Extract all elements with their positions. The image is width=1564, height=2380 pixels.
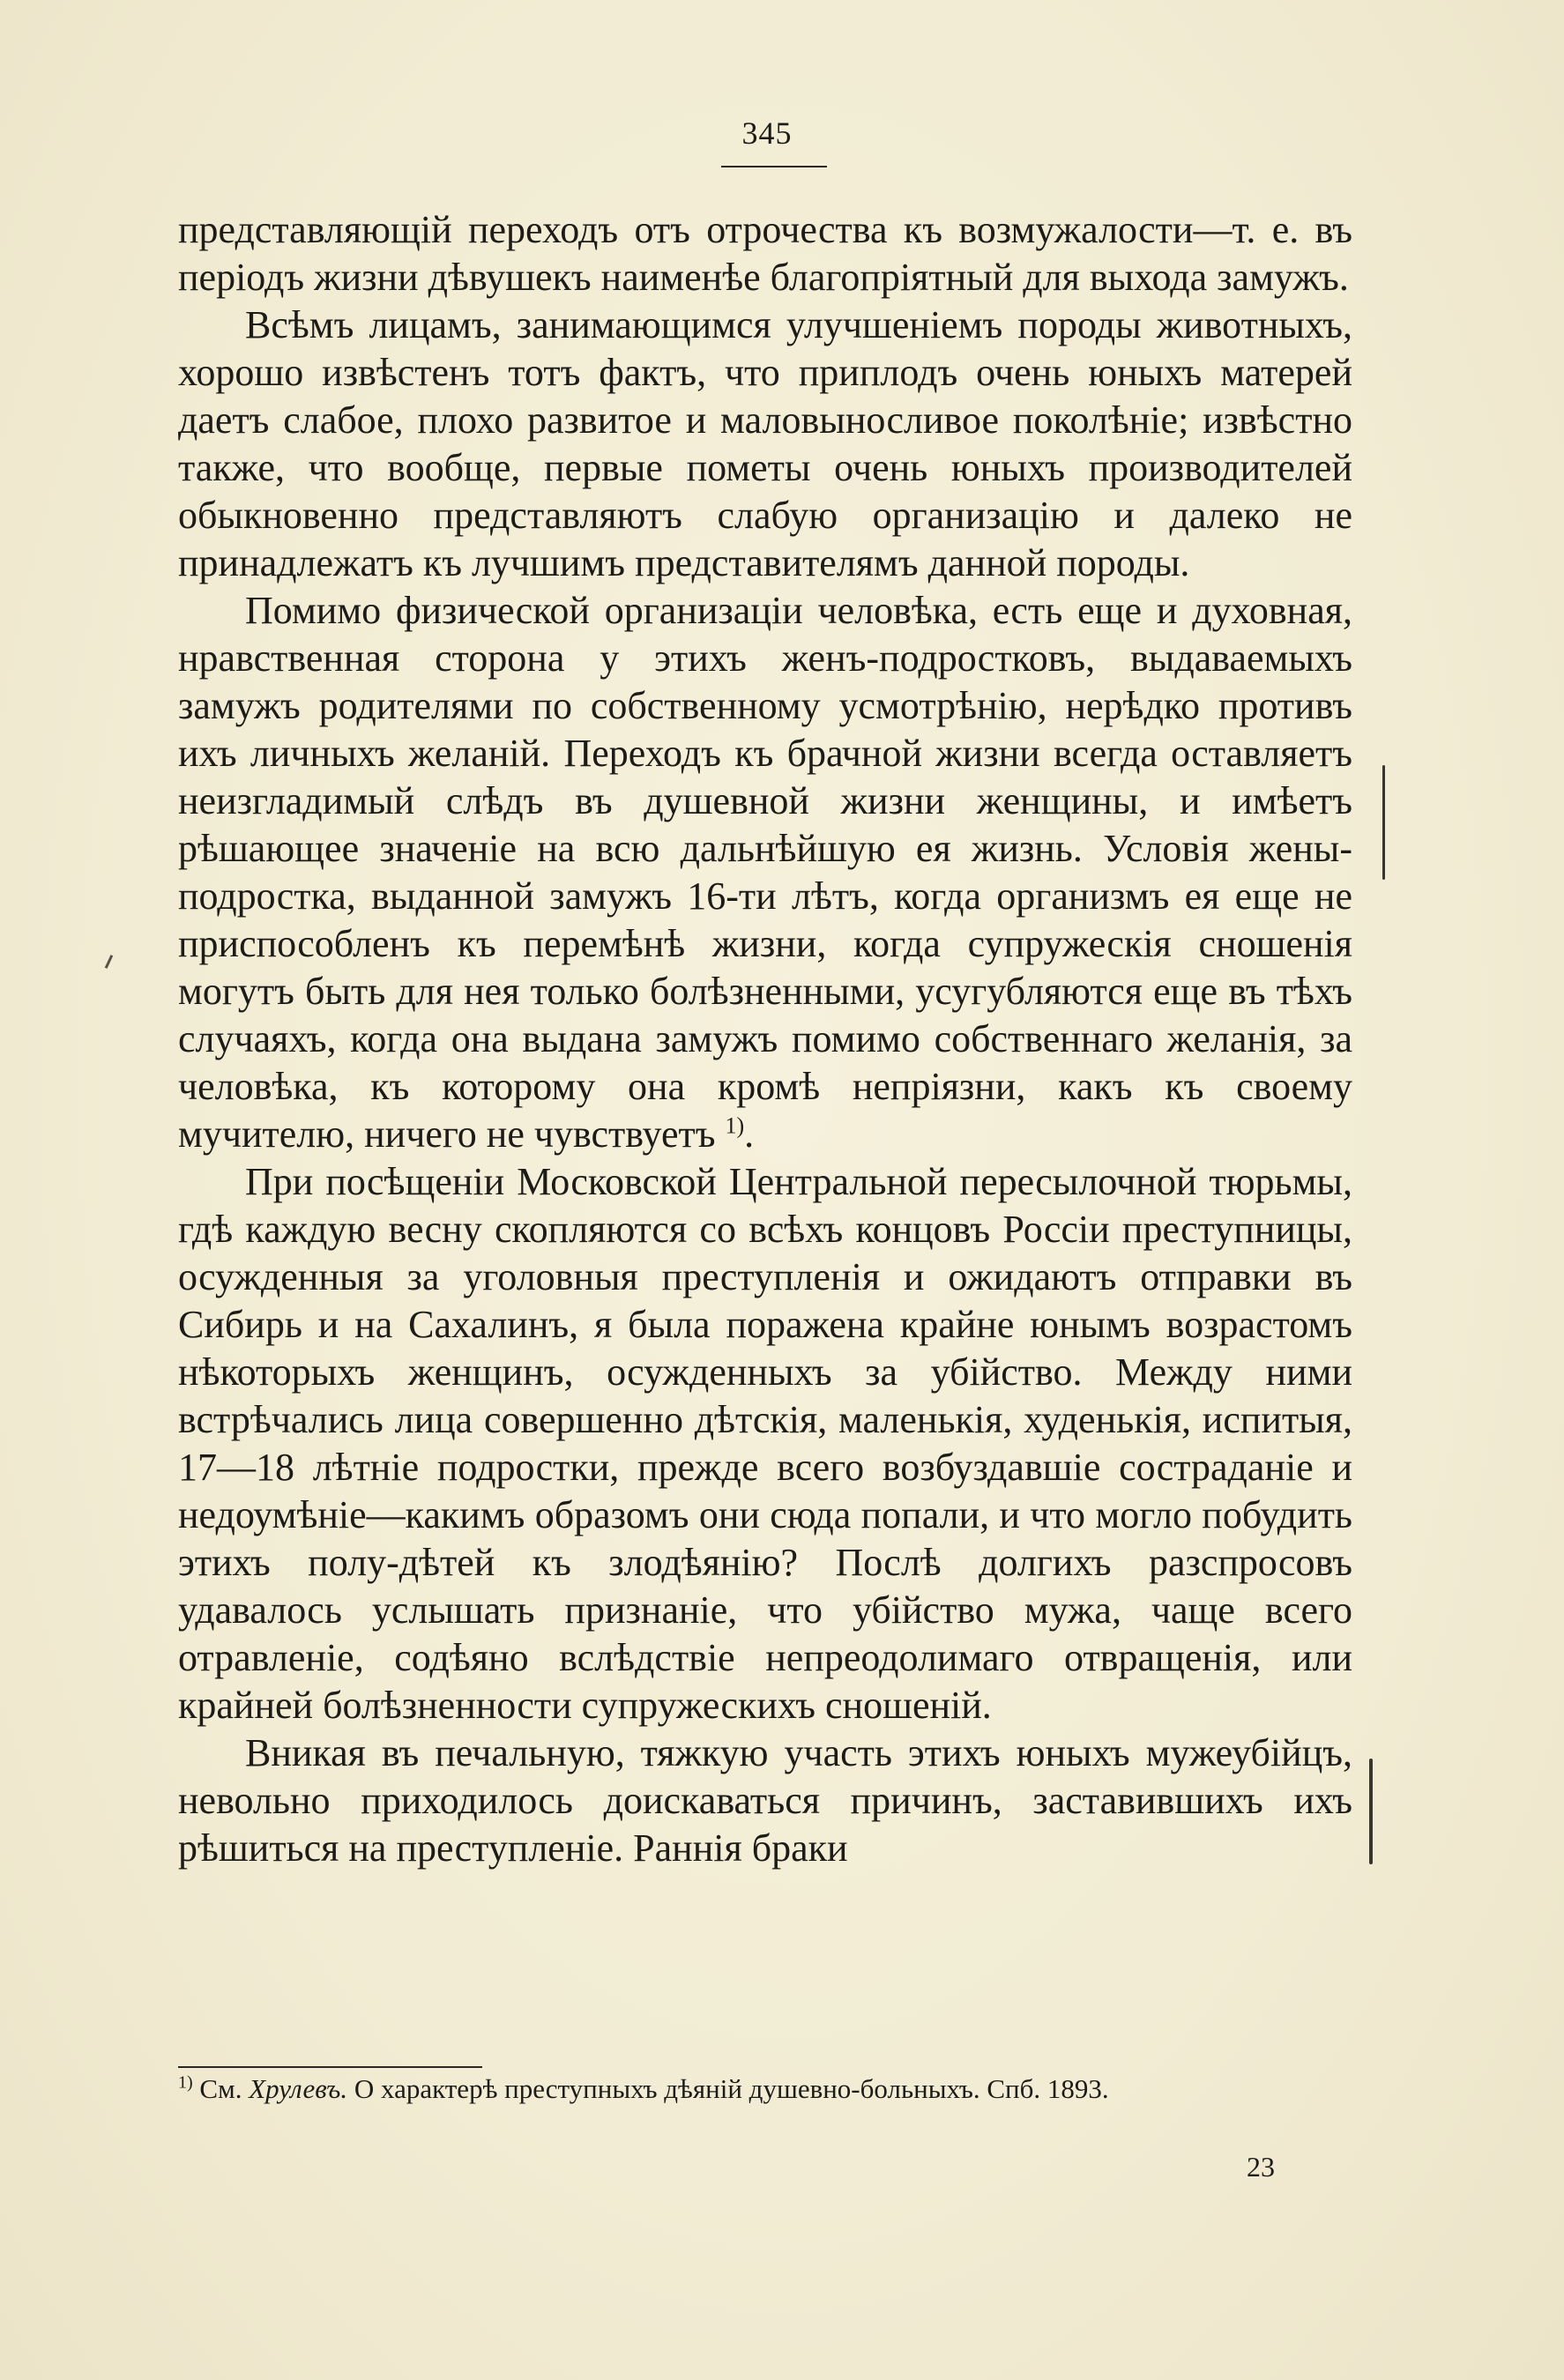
paragraph-4: При посѣщеніи Московской Центральной пересылочной тюрьмы, гдѣ каждую весну скопляются со всѣхъ концовъ Россіи преступницы, осужденныя за уголовныя преступленія и ожидаютъ отправки въ Сибирь и на Сахалинъ, я была поражена крайне юнымъ возрастомъ нѣкоторыхъ женщинъ, осужденныхъ за убійство. Между ними встрѣчались лица совершенно дѣтскія, маленькія, худенькія, испитыя, 17—18 лѣтніе подростки, прежде всего возбуздавшіе состраданіе и недоумѣніе—какимъ образомъ они сюда попали, и что могло побудить этихъ полу-дѣтей къ злодѣянію? Послѣ долгихъ разспросовъ удавалось услышать признаніе, что убійство мужа, чаще всего отравленіе, содѣяно вслѣдствіе непреодолимаго отвращенія, или крайней болѣзненности супружескихъ сношеній. (178, 1160, 1352, 1727)
paragraph-3 (178, 587, 1352, 1158)
paragraph-1: представляющій переходъ отъ отрочества къ возмужалости—т. е. въ періодъ жизни дѣвушекъ наименѣе благопріятный для выхода замужъ. (178, 208, 1352, 299)
page-number: 345 (741, 115, 793, 151)
paragraph-5: Вникая въ печальную, тяжкую участь этихъ юныхъ мужеубійцъ, невольно приходилось доискаваться причинъ, заставившихъ ихъ рѣшиться на преступленіе. Раннія браки (178, 1731, 1352, 1870)
margin-tick-mark (105, 955, 113, 969)
printer-signature: 23 (1247, 2151, 1275, 2183)
footnote-rule (178, 2066, 482, 2068)
footnote-author: Хрулевъ. (249, 2073, 348, 2104)
margin-pencil-mark (1382, 765, 1385, 880)
footnote-marker: 1) (178, 2072, 193, 2093)
footnote-prefix: См. (199, 2073, 242, 2104)
footnote-text: О характерѣ преступныхъ дѣяній душевно-больныхъ. Спб. 1893. (354, 2073, 1109, 2104)
footnote (178, 2071, 1352, 2107)
paragraph-3-text: Помимо физической организаціи человѣка, есть еще и духовная, нравственная сторона у этихъ женъ-подростковъ, выдаваемыхъ замужъ родителями по собственному усмотрѣнію, нерѣдко противъ ихъ личныхъ желаній. Переходъ къ брачной жизни всегда оставляетъ неизгладимый слѣдъ въ душевной жизни женщины, и имѣетъ рѣшающее значеніе на всю дальнѣйшую ея жизнь. Условія жены-подростка, выданной замужъ 16-ти лѣтъ, когда организмъ ея еще не приспособленъ къ перемѣнѣ жизни, когда супружескія сношенія могутъ быть для нея только болѣзненными, усугубляются еще въ тѣхъ случаяхъ, когда она выдана замужъ помимо собственнаго желанія, за человѣка, къ которому она кромѣ непріязни, какъ къ своему мучителю, ничего не чувствуетъ (178, 589, 1352, 1156)
body-text (178, 206, 1352, 1872)
paragraph-2: Всѣмъ лицамъ, занимающимся улучшеніемъ породы животныхъ, хорошо извѣстенъ тотъ фактъ, что приплодъ очень юныхъ матерей даетъ слабое, плохо развитое и маловыносливое поколѣніе; извѣстно также, что вообще, первые пометы очень юныхъ производителей обыкновенно представляютъ слабую организацію и далеко не принадлежатъ къ лучшимъ представителямъ данной породы. (178, 303, 1352, 584)
header-rule (721, 166, 827, 167)
paragraph-3-end: . (744, 1112, 755, 1156)
footnote-reference: 1) (725, 1112, 745, 1139)
margin-bracket-mark (1369, 1759, 1373, 1864)
